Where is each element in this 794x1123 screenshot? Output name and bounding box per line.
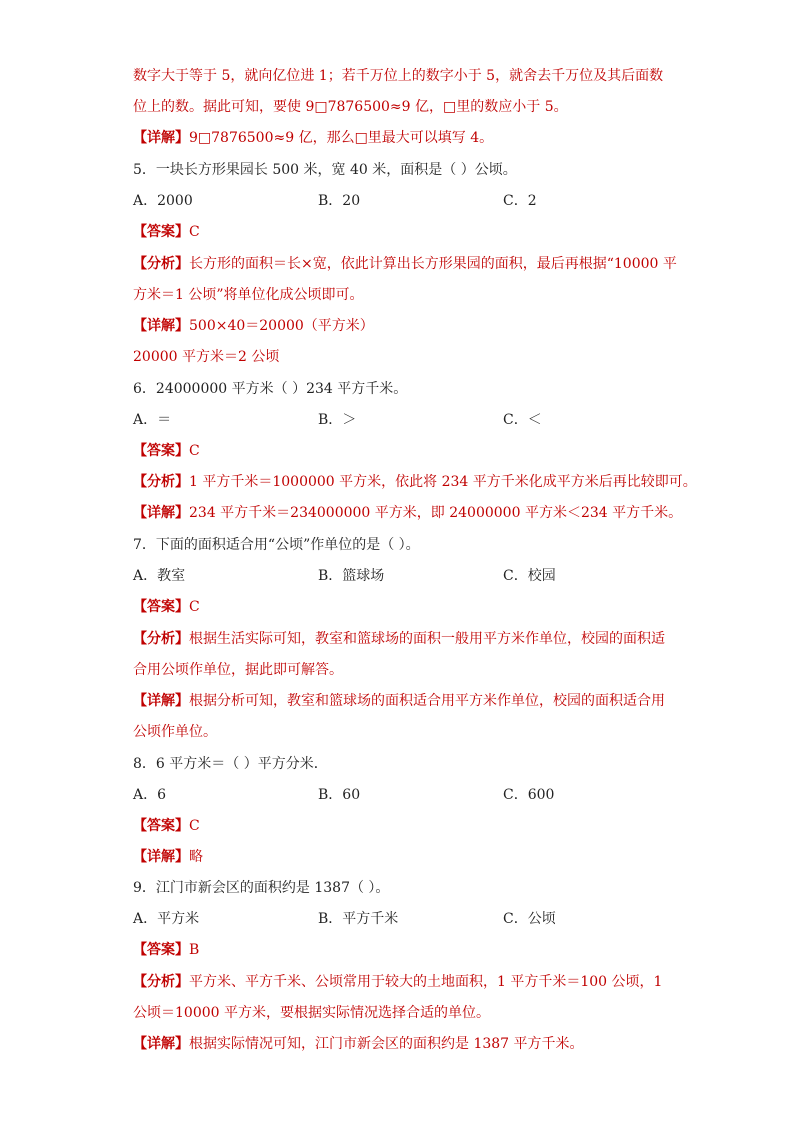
q6-answer [133,441,200,461]
analysis-tag: 【分析】 [133,974,189,990]
q5-stem: 5．一块长方形果园长 500 米，宽 40 米，面积是（ ）公顷。 [133,162,517,178]
answer-tag: 【答案】 [133,224,189,240]
q8-detail-line-1: 略 [189,849,203,865]
q7-detail-line-1: 根据分析可知，教室和篮球场的面积适合用平方米作单位，校园的面积适合用 [189,693,665,709]
analysis-tag: 【分析】 [133,474,189,490]
q7-stem: 7．下面的面积适合用“公顷”作单位的是（ ）。 [133,537,420,553]
q5-detail [133,316,374,336]
q7-option-c: C．校园 [503,568,556,584]
q9-detail [133,1034,584,1054]
q6-option-c: C．＜ [503,412,542,428]
q5-analysis [133,254,677,274]
q7-answer [133,597,200,617]
q5-option-a: A．2000 [133,193,193,209]
detail-tag: 【详解】 [133,318,189,334]
q8-stem: 8．6 平方米＝（ ）平方分米． [133,756,328,772]
answer-tag: 【答案】 [133,942,189,958]
q9-analysis-line-1: 平方米、平方千米、公顷常用于较大的土地面积，1 平方千米＝100 公顷，1 [189,974,663,990]
q9-answer [133,940,199,960]
q6-detail-line-1: 234 平方千米＝234000000 平方米，即 24000000 平方米＜234 平方千米。 [189,505,683,521]
q5-answer-value: C [189,224,200,240]
q6-detail [133,503,682,523]
q9-analysis [133,972,662,992]
q5-detail-line-2: 20000 平方米＝2 公顷 [133,349,280,365]
q6-analysis [133,472,697,492]
q6-stem: 6．24000000 平方米（ ）234 平方千米。 [133,381,408,397]
q7-analysis-line-1: 根据生活实际可知，教室和篮球场的面积一般用平方米作单位，校园的面积适 [189,631,665,647]
q7-option-b: B．篮球场 [318,568,385,584]
analysis-tag: 【分析】 [133,256,189,272]
q8-option-a: A．6 [133,787,167,803]
q8-answer [133,816,200,836]
q9-detail-line-1: 根据实际情况可知，江门市新会区的面积约是 1387 平方千米。 [189,1036,584,1052]
q6-answer-value: C [189,443,200,459]
q7-analysis [133,629,665,649]
q5-option-c: C．2 [503,193,537,209]
q9-option-a: A．平方米 [133,911,200,927]
answer-tag: 【答案】 [133,818,189,834]
q5-analysis-line-2: 方米＝1 公顷”将单位化成公顷即可。 [133,287,364,303]
q5-answer [133,222,200,242]
q6-option-b: B．＞ [318,412,357,428]
q5-analysis-line-1: 长方形的面积＝长×宽，依此计算出长方形果园的面积，最后再根据“10000 平 [189,256,677,272]
q9-analysis-line-2: 公顷＝10000 平方米，要根据实际情况选择合适的单位。 [133,1005,490,1021]
q9-answer-value: B [189,942,200,958]
q6-option-a: A．＝ [133,412,172,428]
q8-option-b: B．60 [318,787,361,803]
q7-analysis-line-2: 合用公顷作单位，据此即可解答。 [133,662,343,678]
detail-tag: 【详解】 [133,130,189,146]
detail-tag: 【详解】 [133,693,189,709]
intro-line-1: 数字大于等于 5，就向亿位进 1；若千万位上的数字小于 5，就舍去千万位及其后面数 [133,68,664,84]
q5-detail-line-1: 500×40＝20000（平方米） [189,318,374,334]
answer-tag: 【答案】 [133,599,189,615]
q9-option-b: B．平方千米 [318,911,399,927]
q7-option-a: A．教室 [133,568,186,584]
q6-analysis-line-1: 1 平方千米＝1000000 平方米，依此将 234 平方千米化成平方米后再比较即可。 [189,474,697,490]
q7-answer-value: C [189,599,200,615]
intro-detail [133,128,493,148]
answer-tag: 【答案】 [133,443,189,459]
detail-tag: 【详解】 [133,849,189,865]
q7-detail-line-2: 公顷作单位。 [133,724,217,740]
q7-detail [133,691,665,711]
q5-option-b: B．20 [318,193,361,209]
detail-tag: 【详解】 [133,505,189,521]
analysis-tag: 【分析】 [133,631,189,647]
intro-line-2: 位上的数。据此可知，要使 9□7876500≈9 亿，□里的数应小于 5。 [133,99,568,115]
q8-detail [133,847,203,867]
q8-answer-value: C [189,818,200,834]
q8-option-c: C．600 [503,787,555,803]
q9-option-c: C．公顷 [503,911,556,927]
q9-stem: 9．江门市新会区的面积约是 1387（ ）。 [133,880,390,896]
detail-tag: 【详解】 [133,1036,189,1052]
intro-detail-text: 9□7876500≈9 亿，那么□里最大可以填写 4。 [189,130,494,146]
